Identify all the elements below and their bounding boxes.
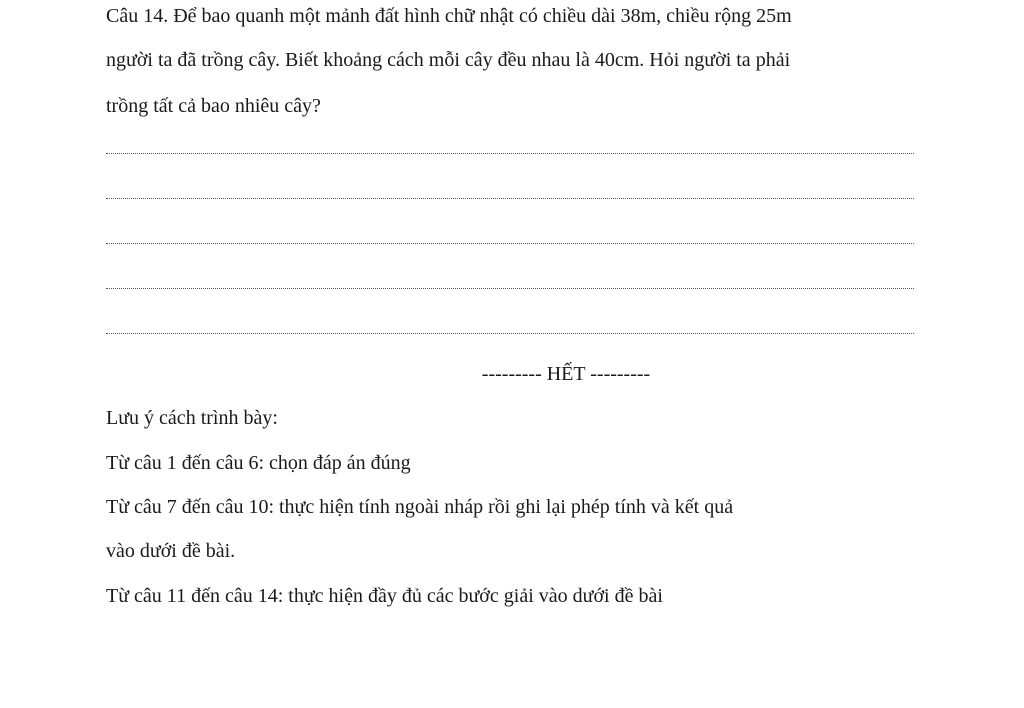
notes-heading: Lưu ý cách trình bày:: [106, 407, 278, 429]
note-item: vào dưới đề bài.: [106, 540, 236, 562]
note-item: Từ câu 1 đến câu 6: chọn đáp án đúng: [106, 452, 411, 474]
question-line-1: Câu 14. Để bao quanh một mảnh đất hình chữ nhật có chiều dài 38m, chiều rộng 25m: [106, 5, 792, 27]
note-item: Từ câu 7 đến câu 10: thực hiện tính ngoài nháp rồi ghi lại phép tính và kết quả: [106, 496, 734, 518]
answer-dotted-line: [106, 243, 914, 244]
answer-dotted-line: [106, 288, 914, 289]
end-mark: --------- HẾT ---------: [481, 363, 651, 385]
question-line-2: người ta đã trồng cây. Biết khoảng cách mỗi cây đều nhau là 40cm. Hỏi người ta phải: [106, 49, 791, 71]
question-line-3: trồng tất cả bao nhiêu cây?: [106, 95, 321, 117]
answer-dotted-line: [106, 333, 914, 334]
note-item: Từ câu 11 đến câu 14: thực hiện đầy đủ các bước giải vào dưới đề bài: [106, 585, 663, 607]
answer-dotted-line: [106, 153, 914, 154]
answer-dotted-line: [106, 198, 914, 199]
